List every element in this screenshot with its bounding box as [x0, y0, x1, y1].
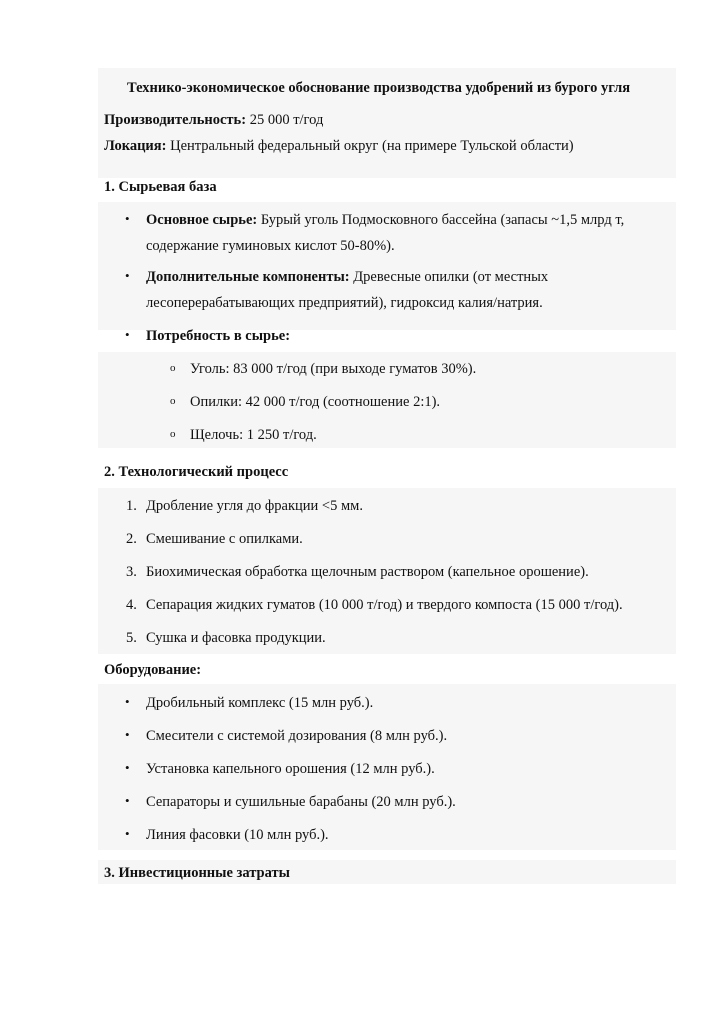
equipment-item: Установка капельного орошения (12 млн руб.).	[146, 761, 435, 777]
sub-bullet-icon: o	[170, 395, 176, 407]
main-raw-text1: Бурый уголь Подмосковного бассейна (запасы ~1,5 млрд т,	[257, 212, 625, 228]
sub-bullet-icon: o	[170, 428, 176, 440]
step-text: Дробление угля до фракции <5 мм.	[146, 498, 363, 514]
need-item: Щелочь: 1 250 т/год.	[190, 427, 317, 443]
need-label: Потребность в сырье:	[146, 328, 291, 344]
step-number: 5.	[126, 630, 137, 646]
bullet-icon: •	[125, 327, 130, 342]
step-text: Биохимическая обработка щелочным раствором (капельное орошение).	[146, 564, 589, 580]
step-number: 2.	[126, 531, 137, 547]
additional-line2: лесоперерабатывающих предприятий), гидроксид калия/натрия.	[146, 295, 543, 311]
bullet-icon: •	[125, 694, 130, 709]
location-line	[104, 137, 574, 155]
location-value: Центральный федеральный округ (на примере Тульской области)	[166, 138, 574, 154]
section3-heading: 3. Инвестиционные затраты	[104, 865, 290, 881]
main-raw-label: Основное сырье:	[146, 212, 258, 228]
bullet-icon: •	[125, 760, 130, 775]
bullet-icon: •	[125, 211, 130, 226]
step-number: 4.	[126, 597, 137, 613]
productivity-value: 25 000 т/год	[246, 112, 324, 128]
main-raw-line2: содержание гуминовых кислот 50-80%).	[146, 238, 395, 254]
productivity-label: Производительность:	[104, 112, 247, 128]
section2-heading: 2. Технологический процесс	[104, 464, 289, 480]
step-text: Сепарация жидких гуматов (10 000 т/год) и твердого компоста (15 000 т/год).	[146, 597, 623, 613]
equipment-heading: Оборудование:	[104, 662, 202, 678]
location-label: Локация:	[104, 138, 167, 154]
step-number: 3.	[126, 564, 137, 580]
bullet-icon: •	[125, 793, 130, 808]
equipment-item: Сепараторы и сушильные барабаны (20 млн руб.).	[146, 794, 456, 810]
bullet-icon: •	[125, 826, 130, 841]
sub-bullet-icon: o	[170, 362, 176, 374]
need-item: Уголь: 83 000 т/год (при выходе гуматов 30%).	[190, 361, 477, 377]
main-raw-line1	[146, 211, 624, 229]
additional-line1	[146, 268, 548, 286]
bullet-icon: •	[125, 268, 130, 283]
section1-heading: 1. Сырьевая база	[104, 179, 217, 195]
bullet-icon: •	[125, 727, 130, 742]
step-text: Сушка и фасовка продукции.	[146, 630, 326, 646]
equipment-item: Линия фасовки (10 млн руб.).	[146, 827, 329, 843]
step-text: Смешивание с опилками.	[146, 531, 303, 547]
need-item: Опилки: 42 000 т/год (соотношение 2:1).	[190, 394, 441, 410]
equipment-item: Дробильный комплекс (15 млн руб.).	[146, 695, 374, 711]
productivity-line	[104, 111, 323, 129]
additional-text1: Древесные опилки (от местных	[349, 269, 549, 285]
equipment-item: Смесители с системой дозирования (8 млн руб.).	[146, 728, 448, 744]
page-title: Технико-экономическое обоснование производства удобрений из бурого угля	[127, 80, 631, 96]
additional-label: Дополнительные компоненты:	[146, 269, 350, 285]
step-number: 1.	[126, 498, 137, 514]
